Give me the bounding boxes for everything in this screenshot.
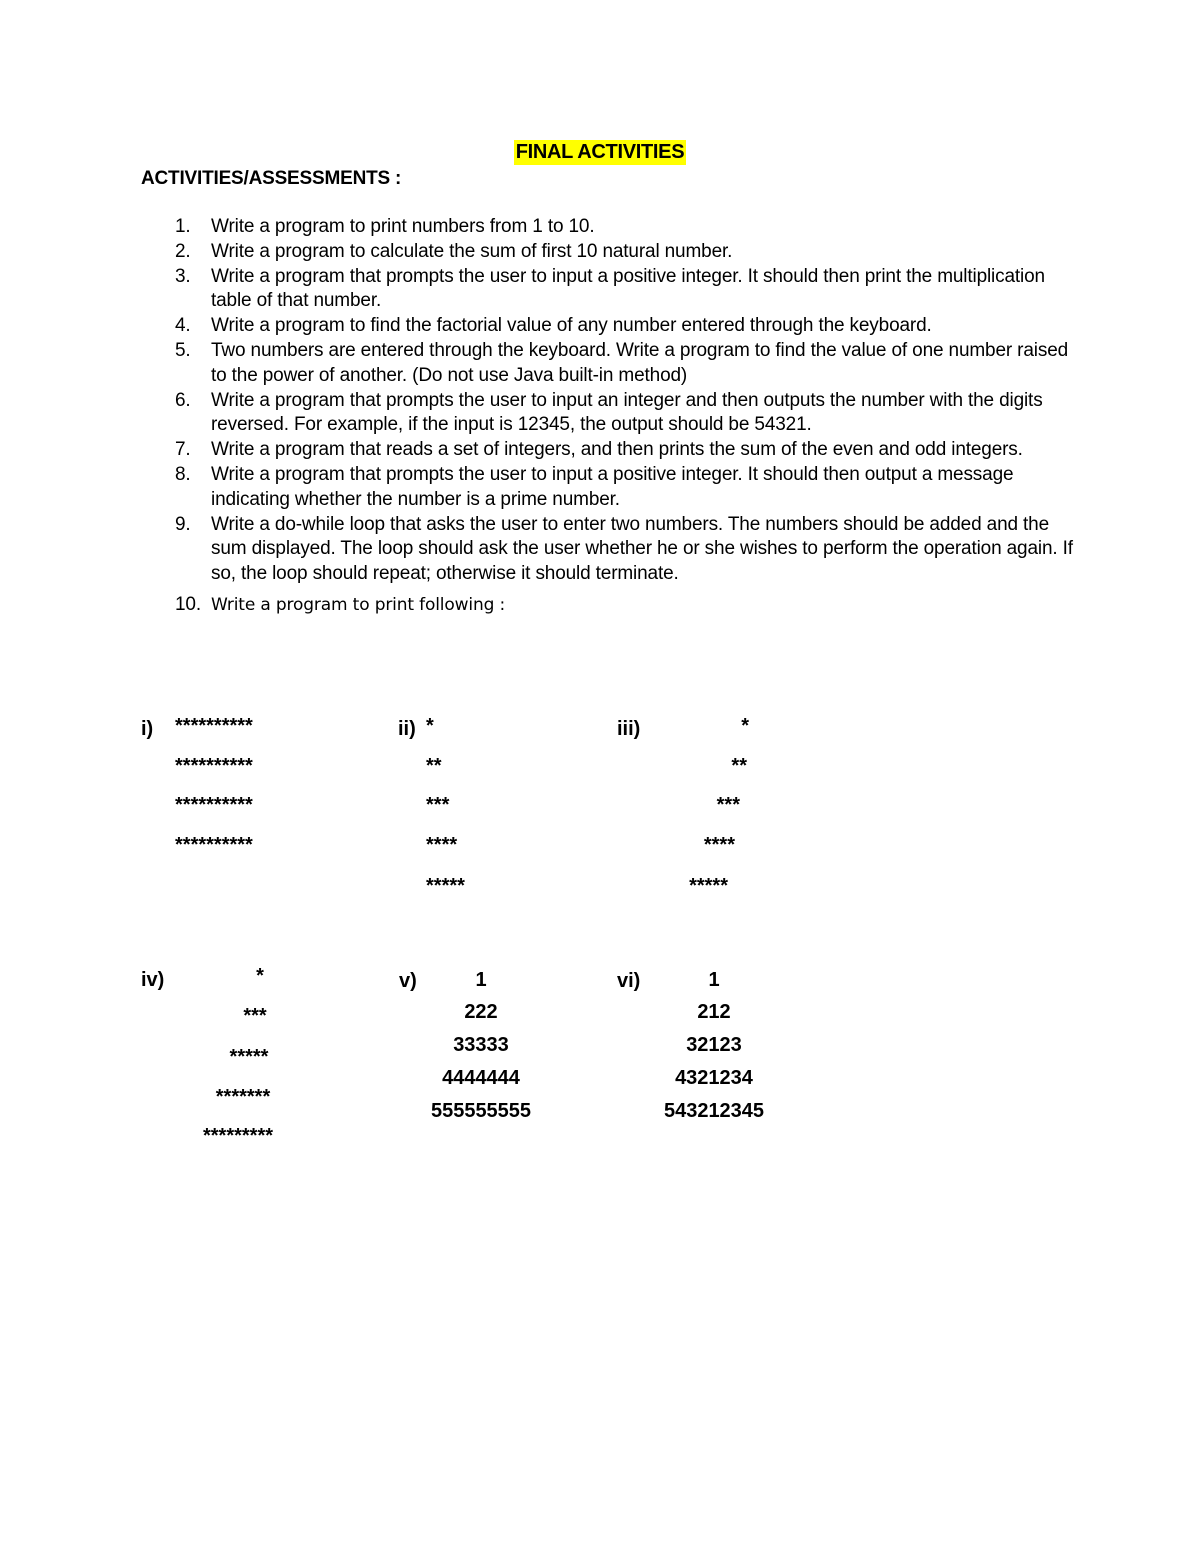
item-text: Write a program that prompts the user to input a positive integer. It should then output a message indicating whether the number is a prime number. — [211, 463, 1014, 510]
pattern-line: 222 — [464, 1001, 498, 1023]
pattern-line: ********** — [175, 755, 253, 777]
pattern-line: * — [426, 715, 434, 737]
pattern-label: iii) — [617, 718, 641, 740]
pattern-line: ***** — [689, 875, 728, 897]
pattern-line: ***** — [229, 1046, 269, 1068]
list-item — [175, 513, 1075, 587]
page-title: FINAL ACTIVITIES — [515, 141, 685, 163]
item-number: 6. — [175, 389, 191, 411]
item-text: Write a program to calculate the sum of first 10 natural number. — [211, 240, 733, 262]
pattern-line: ********** — [175, 794, 253, 816]
pattern-iv — [141, 966, 401, 1156]
pattern-line: ** — [426, 755, 442, 777]
item-text: Two numbers are entered through the keyboard. Write a program to find the value of one number raised to the power of another. (Do not use Java built-in method) — [211, 339, 1069, 386]
item-number: 7. — [175, 439, 191, 461]
list-item — [175, 593, 1075, 618]
item-text: Write a program that prompts the user to input a positive integer. It should then print the multiplication table of that number. — [211, 265, 1045, 312]
pattern-line: 33333 — [453, 1034, 509, 1056]
item-text: Write a program to print numbers from 1 to 10. — [211, 216, 595, 237]
pattern-line: *** — [243, 1005, 267, 1027]
pattern-label: vi) — [617, 970, 641, 992]
item-number: 4. — [175, 315, 191, 337]
item-number: 10. — [175, 593, 201, 615]
pattern-vi — [617, 968, 817, 1128]
item-text: Write a program to print following : — [211, 594, 506, 615]
list-item — [175, 215, 1075, 240]
pattern-v — [399, 968, 599, 1128]
pattern-line: **** — [426, 834, 458, 856]
pattern-line: ********** — [175, 834, 253, 856]
title-wrapper — [0, 140, 1200, 165]
item-number: 1. — [175, 216, 191, 237]
pattern-label: v) — [399, 970, 417, 992]
pattern-line: ** — [731, 755, 747, 777]
list-item — [175, 265, 1075, 315]
pattern-line: *** — [426, 794, 450, 816]
pattern-line: ********* — [202, 1125, 274, 1147]
item-number: 5. — [175, 339, 191, 361]
list-item — [175, 438, 1075, 463]
pattern-line: ***** — [426, 875, 465, 897]
pattern-line: * — [741, 715, 749, 737]
pattern-label: i) — [141, 718, 154, 740]
list-item — [175, 389, 1075, 439]
section-heading: ACTIVITIES/ASSESSMENTS : — [141, 168, 402, 189]
pattern-line: 4444444 — [442, 1067, 520, 1089]
item-text: Write a program to find the factorial value of any number entered through the keyboard. — [211, 315, 932, 337]
pattern-line: 1 — [708, 969, 720, 991]
pattern-line: 555555555 — [430, 1100, 532, 1122]
list-item — [175, 339, 1075, 389]
list-item — [175, 463, 1075, 513]
item-text: Write a do-while loop that asks the user to enter two numbers. The numbers should be added and the sum displayed. The loop should ask the user whether he or she wishes to perform the operation again. If so, the loop should repeat; otherwise it should terminate. — [211, 513, 1073, 585]
pattern-line: * — [256, 965, 264, 987]
pattern-line: ********** — [175, 715, 253, 737]
list-item — [175, 314, 1075, 339]
pattern-line: 1 — [475, 969, 487, 991]
item-number: 2. — [175, 240, 191, 262]
list-item — [175, 240, 1075, 265]
item-text: Write a program that reads a set of integers, and then prints the sum of the even and odd integers. — [211, 439, 1023, 461]
pattern-line: 543212345 — [663, 1100, 765, 1122]
pattern-line: 212 — [697, 1001, 731, 1023]
pattern-line: ******* — [215, 1086, 271, 1108]
pattern-line: **** — [703, 834, 735, 856]
pattern-line: *** — [716, 794, 740, 816]
item-number: 8. — [175, 463, 191, 485]
pattern-label: iv) — [141, 969, 165, 991]
item-text: Write a program that prompts the user to input an integer and then outputs the number with the digits reversed. For example, if the input is 12345, the output should be 54321. — [211, 389, 1043, 436]
pattern-line: 32123 — [686, 1034, 742, 1056]
item-number: 9. — [175, 513, 191, 535]
pattern-label: ii) — [398, 718, 416, 740]
pattern-line: 4321234 — [675, 1067, 753, 1089]
item-number: 3. — [175, 265, 191, 287]
activities-list — [175, 215, 1075, 618]
